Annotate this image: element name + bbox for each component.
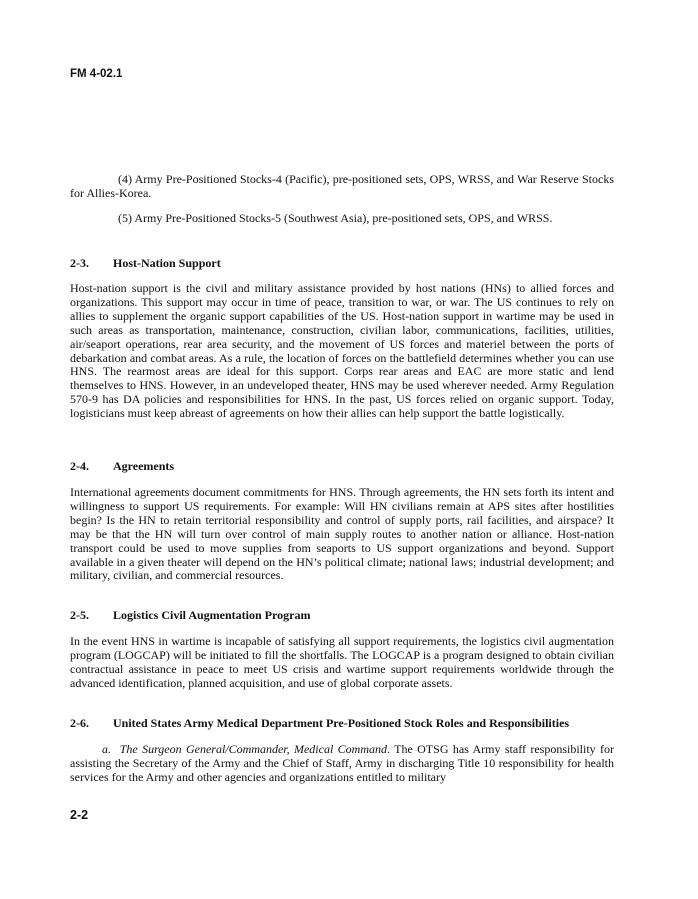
- section-body-agreements: International agreements document commitments for HNS. Through agreements, the HN sets forth its intent and willingness to support US requirements. For example: Will HN civilians remain at APS sites after hostilities begin? Is the HN to retain territorial responsibility and control of supply ports, rail facilities, and airspace? It may be that the HN will turn over control of main supply routes to another nation or alliance. Host-nation transport could be used to move supplies from seaports to US support organizations and beyond. Support available in a given theater will depend on the HN’s political climate; national laws; industrial development; and military, civilian, and commercial resources.: [70, 485, 614, 583]
- section-heading-amedd-aps: [70, 716, 630, 730]
- subparagraph-label: a.: [102, 742, 111, 756]
- section-heading-agreements: [70, 459, 630, 473]
- section-number: 2-6.: [70, 716, 89, 730]
- section-title: United States Army Medical Department Pre-Positioned Stock Roles and Responsibilities: [113, 716, 570, 730]
- document-code: FM 4-02.1: [70, 68, 123, 80]
- section-title: Agreements: [113, 459, 175, 473]
- page-number: 2-2: [70, 808, 89, 822]
- section-title: Logistics Civil Augmentation Program: [113, 608, 311, 622]
- section-number: 2-5.: [70, 608, 89, 622]
- section-number: 2-4.: [70, 459, 89, 473]
- section-number: 2-3.: [70, 256, 89, 270]
- list-item-aps4: (4) Army Pre-Positioned Stocks-4 (Pacific), pre-positioned sets, OPS, WRSS, and War Reserve Stocks for Allies-Korea.: [70, 172, 614, 200]
- section-heading-host-nation-support: [70, 256, 630, 270]
- subparagraph-title: The Surgeon General/Commander, Medical Command: [119, 742, 387, 756]
- section-body-logcap: In the event HNS in wartime is incapable of satisfying all support requirements, the logistics civil augmentation program (LOGCAP) will be initiated to fill the shortfalls. The LOGCAP is a program designed to obtain civilian contractual assistance in peace to meet US crisis and wartime support requirements worldwide through the advanced identification, planned acquisition, and use of global corporate assets.: [70, 634, 614, 690]
- subparagraph-text: . The OTSG has Army staff responsibility for assisting the Secretary of the Army and the Chief of Staff, Army in discharging Title 10 responsibility for health services for the Army and other agencies and organizations entitled to military: [70, 742, 615, 784]
- list-item-aps5: (5) Army Pre-Positioned Stocks-5 (Southwest Asia), pre-positioned sets, OPS, and WRSS.: [118, 211, 553, 225]
- section-body-amedd-aps: [70, 743, 614, 785]
- section-title: Host-Nation Support: [113, 256, 221, 270]
- section-body-host-nation-support: Host-nation support is the civil and military assistance provided by host nations (HNs) to allied forces and organizations. This support may occur in time of peace, transition to war, or war. The US continues to rely on allies to supplement the organic support capabilities of the US. Host-nation support in wartime may be used in such areas as transportation, maintenance, construction, civilian labor, communications, facilities, utilities, air/seaport operations, rear area security, and the movement of US forces and materiel between the ports of debarkation and combat areas. As a rule, the location of forces on the battlefield determines whether you can use HNS. The rearmost areas are ideal for this support. Corps rear areas and EAC are more static and lend themselves to HNS. However, in an undeveloped theater, HNS may be used wherever needed. Army Regulation 570-9 has DA policies and responsibilities for HNS. In the past, US forces relied on organic support. Today, logisticians must keep abreast of agreements on how their allies can help support the battle logistically.: [70, 281, 614, 421]
- section-heading-logcap: [70, 608, 630, 622]
